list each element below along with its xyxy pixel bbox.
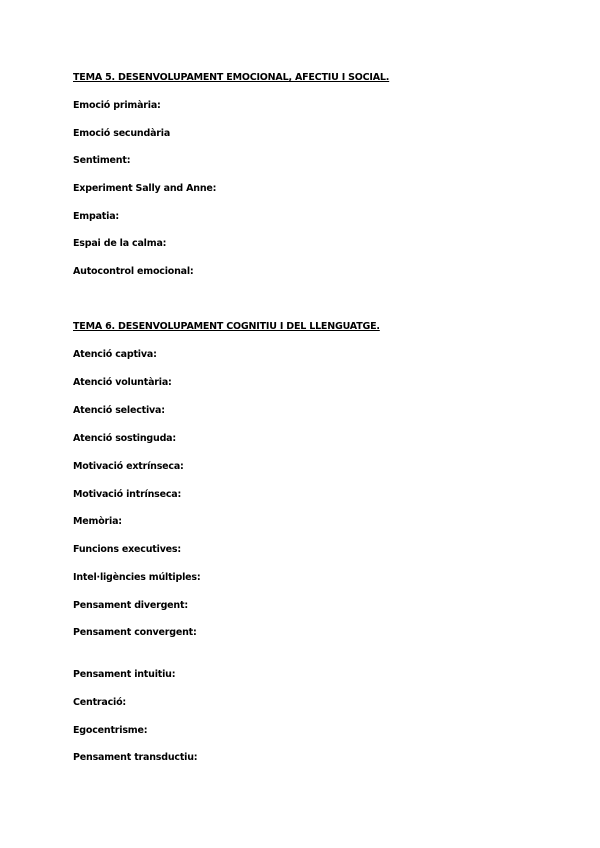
term-espai-calma: Espai de la calma: xyxy=(73,238,167,249)
term-emocio-primaria: Emoció primària: xyxy=(73,100,161,111)
term-experiment-sally-anne: Experiment Sally and Anne: xyxy=(73,183,217,194)
term-pensament-intuitiu: Pensament intuitiu: xyxy=(73,669,176,680)
term-atencio-captiva: Atenció captiva: xyxy=(73,349,157,360)
term-funcions-executives: Funcions executives: xyxy=(73,544,181,555)
section-heading-tema-5: TEMA 5. DESENVOLUPAMENT EMOCIONAL, AFECTIU I SOCIAL. xyxy=(73,72,390,83)
term-pensament-transductiu: Pensament transductiu: xyxy=(73,752,198,763)
term-autocontrol-emocional: Autocontrol emocional: xyxy=(73,266,194,277)
term-empatia: Empatia: xyxy=(73,211,120,222)
term-pensament-convergent: Pensament convergent: xyxy=(73,627,197,638)
term-atencio-selectiva: Atenció selectiva: xyxy=(73,405,165,416)
term-atencio-sostinguda: Atenció sostinguda: xyxy=(73,433,176,444)
term-motivacio-extrinseca: Motivació extrínseca: xyxy=(73,461,184,472)
term-intelligencies-multiples: Intel·ligències múltiples: xyxy=(73,572,201,583)
term-centracio: Centració: xyxy=(73,697,127,708)
section-heading-tema-6: TEMA 6. DESENVOLUPAMENT COGNITIU I DEL LLENGUATGE. xyxy=(73,321,380,332)
term-pensament-divergent: Pensament divergent: xyxy=(73,600,188,611)
term-memoria: Memòria: xyxy=(73,516,122,527)
term-atencio-voluntaria: Atenció voluntària: xyxy=(73,377,172,388)
term-emocio-secundaria: Emoció secundària xyxy=(73,128,171,139)
term-motivacio-intrinseca: Motivació intrínseca: xyxy=(73,489,182,500)
term-egocentrisme: Egocentrisme: xyxy=(73,725,148,736)
term-sentiment: Sentiment: xyxy=(73,155,131,166)
